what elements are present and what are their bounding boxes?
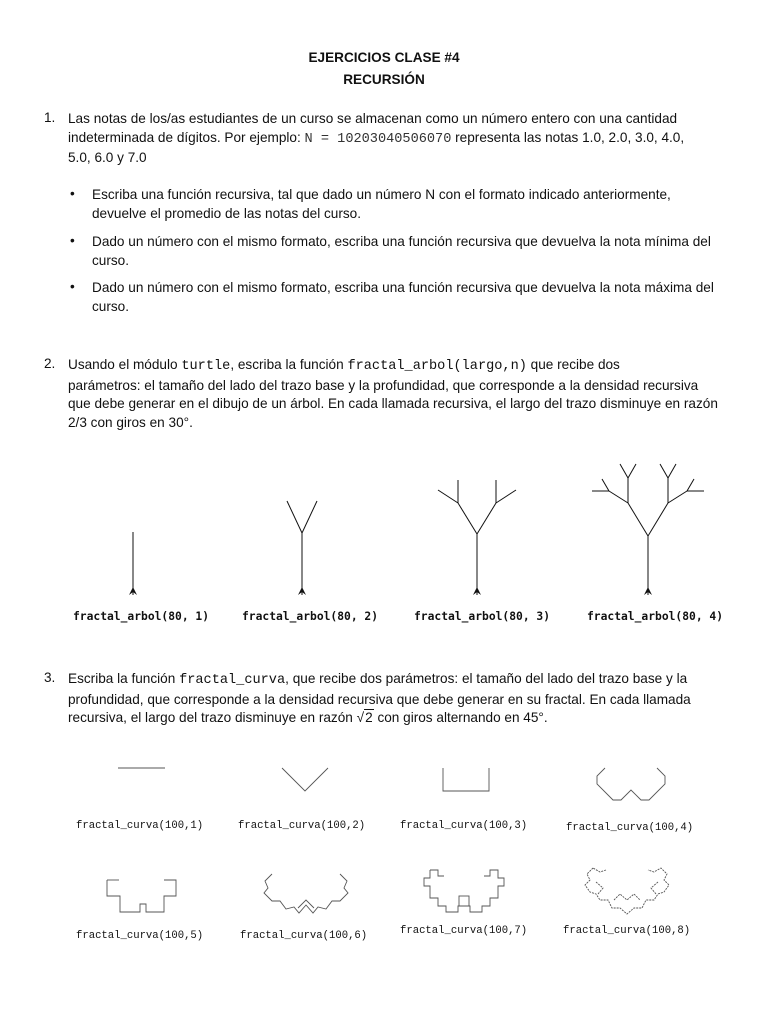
exercise-1-line-1: Las notas de los/as estudiantes de un curso se almacenan como un número entero con una cantidad xyxy=(68,111,678,126)
tree-depth-1 xyxy=(129,532,137,595)
curve-caption-5: fractal_curva(100,5) xyxy=(76,930,204,942)
exercise-3-line-1 xyxy=(68,670,728,691)
sqrt-value: 2 xyxy=(365,710,373,725)
bullet-item-2-line-1: Dado un número con el mismo formato, escriba una función recursiva que devuelva la nota mínima del xyxy=(92,234,711,249)
bullet-item-3 xyxy=(92,279,732,316)
exercise-1-line-3: 5.0, 6.0 y 7.0 xyxy=(68,150,147,165)
exercise-2-t2: , escriba la función xyxy=(230,357,348,372)
tree-depth-4 xyxy=(592,464,704,595)
bullet-icon: • xyxy=(70,233,75,248)
curve-depth-6 xyxy=(264,874,348,913)
bullet-icon: • xyxy=(70,279,75,294)
exercise-3-t2: , que recibe dos parámetros: el tamaño del lado del trazo base y la xyxy=(285,671,688,686)
turtle-code: turtle xyxy=(181,359,231,374)
curve-caption-1: fractal_curva(100,1) xyxy=(76,820,204,832)
tree-caption-3: fractal_arbol(80, 3) xyxy=(414,610,551,623)
sqrt-symbol: √ xyxy=(356,710,365,725)
curve-caption-2: fractal_curva(100,2) xyxy=(238,820,366,832)
exercise-3-text xyxy=(68,670,728,728)
exercise-1-number: 1. xyxy=(44,110,56,125)
document-title: EJERCICIOS CLASE #4 xyxy=(308,50,460,65)
exercise-2-text xyxy=(68,356,728,432)
exercise-2-line-4: 2/3 con giros en 30°. xyxy=(68,414,193,430)
bullet-item-2-line-2: curso. xyxy=(92,252,130,268)
bullet-item-1 xyxy=(92,186,732,223)
curve-figures-row-1 xyxy=(0,755,768,825)
curve-caption-3: fractal_curva(100,3) xyxy=(400,820,528,832)
sqrt-two xyxy=(357,709,374,728)
curve-caption-4: fractal_curva(100,4) xyxy=(566,822,694,834)
fractal-curva-code: fractal_curva xyxy=(179,673,286,688)
curve-depth-2 xyxy=(282,768,328,791)
exercise-2-number: 2. xyxy=(44,356,56,371)
exercise-1-line-2 xyxy=(68,129,728,150)
tree-caption-1: fractal_arbol(80, 1) xyxy=(73,610,210,623)
exercise-3-line-3b: con giros alternando en 45°. xyxy=(373,710,548,725)
tree-caption-4: fractal_arbol(80, 4) xyxy=(587,610,724,623)
tree-figures xyxy=(0,440,768,610)
bullet-item-3-line-1: Dado un número con el mismo formato, escriba una función recursiva que devuelva la nota máxima del xyxy=(92,280,714,295)
document-subtitle: RECURSIÓN xyxy=(343,72,425,87)
bullet-icon: • xyxy=(70,186,75,201)
exercise-2-line-3: que debe generar en el dibujo de un árbol. En cada llamada recursiva, el largo del trazo disminuye en razón xyxy=(68,396,718,411)
curve-caption-7: fractal_curva(100,7) xyxy=(400,925,528,937)
bullet-item-1-line-1: Escriba una función recursiva, tal que dado un número N con el formato indicado anteriormente, xyxy=(92,187,671,202)
curve-caption-6: fractal_curva(100,6) xyxy=(240,930,368,942)
fractal-arbol-signature: fractal_arbol(largo,n) xyxy=(347,359,527,374)
exercise-3-t1: Escriba la función xyxy=(68,671,180,686)
curve-depth-3 xyxy=(443,768,489,791)
exercise-2-line-1 xyxy=(68,356,728,377)
exercise-1-text xyxy=(68,110,728,168)
exercise-2-t3: que recibe dos xyxy=(526,357,620,372)
exercise-3-line-2: profundidad, que corresponde a la densidad recursiva que debe generar en su fractal. En cada llamada xyxy=(68,691,691,707)
bullet-item-2 xyxy=(92,233,732,270)
example-number-code: N = 10203040506070 xyxy=(304,131,452,147)
curve-depth-7 xyxy=(424,870,504,912)
tree-depth-3 xyxy=(438,480,516,595)
tree-caption-2: fractal_arbol(80, 2) xyxy=(242,610,379,623)
curve-depth-4 xyxy=(597,768,665,800)
exercise-2-line-2: parámetros: el tamaño del lado del trazo base y la profundidad, que corresponde a la densidad recursiva xyxy=(68,377,699,393)
curve-depth-8 xyxy=(585,868,669,914)
exercise-1-text-b: indeterminada de dígitos. Por ejemplo: xyxy=(68,129,305,145)
exercise-1-text-c: representa las notas 1.0, 2.0, 3.0, 4.0, xyxy=(451,129,685,145)
exercise-3-line-3a: recursiva, el largo del trazo disminuye en razón xyxy=(68,710,357,725)
curve-figures-row-2 xyxy=(0,860,768,930)
exercise-3-line-3 xyxy=(68,709,728,728)
tree-depth-2 xyxy=(287,501,317,595)
curve-caption-8: fractal_curva(100,8) xyxy=(563,925,691,937)
bullet-item-3-line-2: curso. xyxy=(92,298,130,314)
exercise-2-t1: Usando el módulo xyxy=(68,357,182,372)
curve-depth-5 xyxy=(107,880,176,912)
bullet-item-1-line-2: devuelve el promedio de las notas del curso. xyxy=(92,205,362,221)
exercise-3-number: 3. xyxy=(44,670,56,685)
